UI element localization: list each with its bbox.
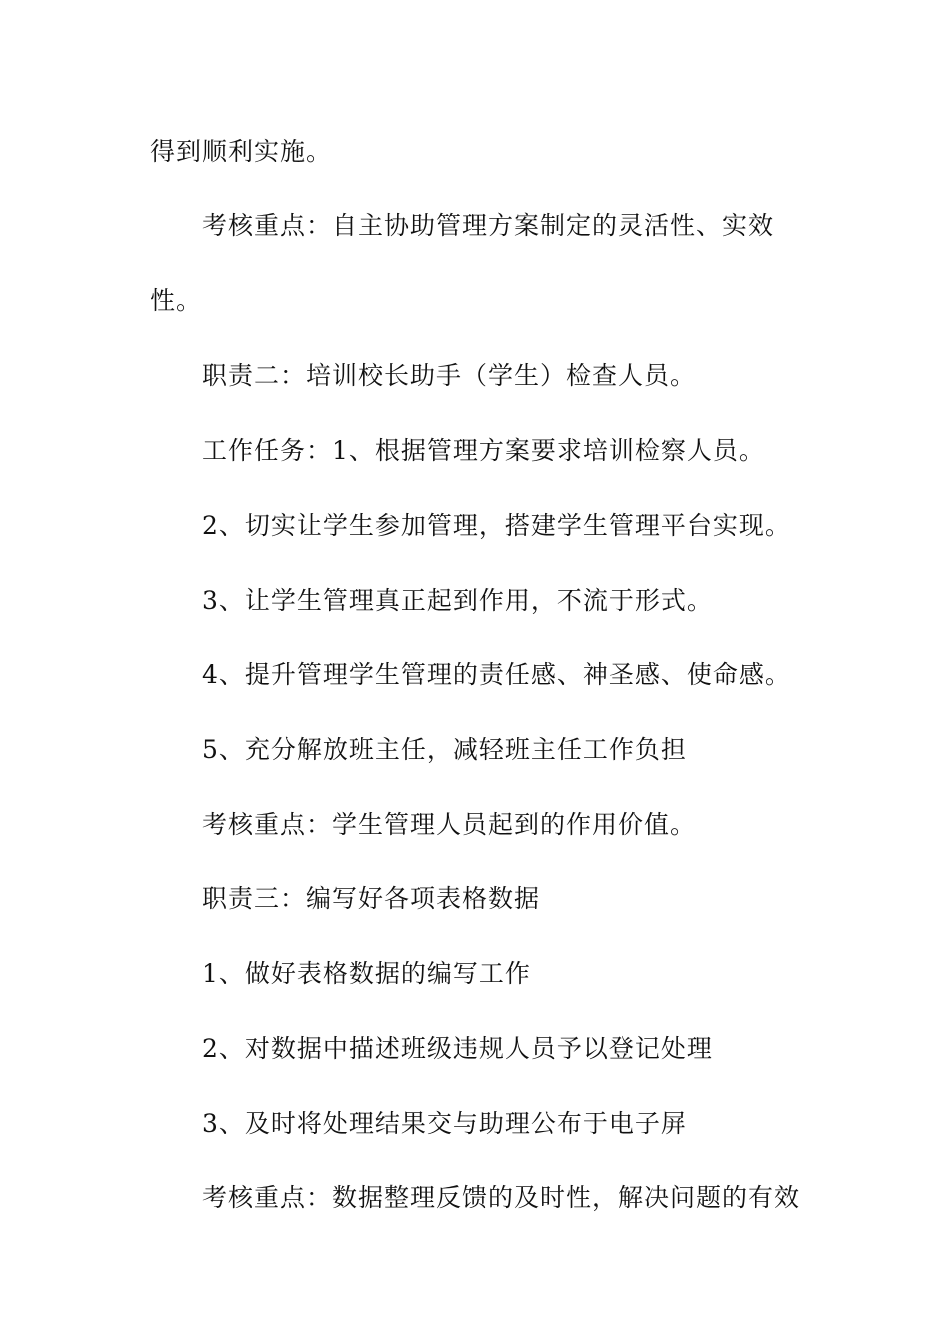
text-line: 职责三：编写好各项表格数据 — [202, 884, 541, 913]
text-line: 1、做好表格数据的编写工作 — [202, 959, 531, 988]
text-line: 5、充分解放班主任，减轻班主任工作负担 — [202, 735, 687, 764]
text-line: 得到顺利实施。 — [150, 137, 333, 166]
text-line: 2、切实让学生参加管理，搭建学生管理平台实现。 — [202, 511, 791, 540]
text-line: 性。 — [150, 286, 203, 315]
text-line: 考核重点：数据整理反馈的及时性，解决问题的有效 — [202, 1183, 801, 1212]
text-line: 工作任务：1、根据管理方案要求培训检察人员。 — [202, 436, 765, 465]
text-line: 2、对数据中描述班级违规人员予以登记处理 — [202, 1034, 713, 1063]
text-line: 职责二：培训校长助手（学生）检查人员。 — [202, 361, 697, 390]
text-line: 考核重点：自主协助管理方案制定的灵活性、实效 — [202, 211, 775, 240]
text-line: 3、及时将处理结果交与助理公布于电子屏 — [202, 1109, 687, 1138]
text-line: 4、提升管理学生管理的责任感、神圣感、使命感。 — [202, 660, 791, 689]
text-line: 3、让学生管理真正起到作用，不流于形式。 — [202, 586, 713, 615]
text-line: 考核重点：学生管理人员起到的作用价值。 — [202, 810, 697, 839]
